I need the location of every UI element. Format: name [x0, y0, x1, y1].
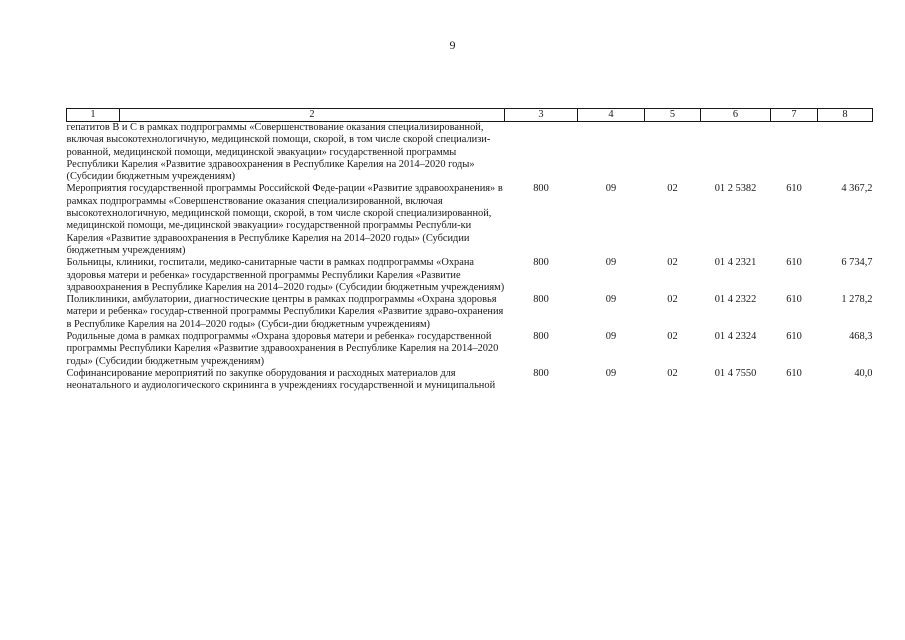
row-description: гепатитов В и С в рамках подпрограммы «Совершенствование оказания специализированной, включая высокотехнологичную, медицинской помощи, скорой, в том числе скорой специализи-рованной, медицинской помощи, медицинской эвакуации» государственной программы Республики Карелия «Развитие здравоохранения в Республике Карелия на 2014–2020 годы» (Субсидии бюджетным учреждениям): [66, 122, 491, 183]
row-subsection: 02: [667, 294, 678, 306]
row-amount: [818, 122, 873, 184]
row-description: Больницы, клиники, госпитали, медико-санитарные части в рамках подпрограммы «Охрана здоровья матери и ребенка» государственной программы Республики Карелия «Развитие здравоохранения в Республике Карелия на 2014–2020 годы» (Субсидии бюджетным учреждениям): [66, 257, 505, 293]
row-expense-type: 610: [786, 257, 802, 269]
row-section: [578, 122, 645, 184]
row-subsection: [645, 122, 701, 184]
row-expense-type: 610: [786, 367, 802, 379]
header-col-2: 2: [120, 109, 505, 122]
row-section: 09: [605, 183, 617, 195]
table-row: [67, 257, 873, 294]
table-row: [67, 122, 873, 184]
table-row: [67, 294, 873, 331]
row-subsection: 02: [667, 257, 678, 269]
row-expense-type: 610: [786, 331, 802, 343]
row-description: Софинансирование мероприятий по закупке оборудования и расходных материалов для неонатального и аудиологического скрининга в учреждениях государственной и муниципальной: [66, 367, 496, 392]
row-subsection: 02: [667, 367, 678, 379]
row-expense-type: 610: [786, 294, 802, 306]
row-subsection: 02: [667, 331, 678, 343]
header-col-8: 8: [818, 109, 873, 122]
row-admin-code: [505, 122, 578, 184]
table-row: [67, 183, 873, 257]
row-section: 09: [605, 331, 617, 343]
header-col-3: 3: [505, 109, 578, 122]
table-row: [67, 368, 873, 393]
header-col-1: 1: [67, 109, 120, 122]
row-target-article: 01 4 2322: [714, 294, 757, 306]
row-expense-type: 610: [786, 183, 802, 195]
row-target-article: 01 2 5382: [714, 183, 757, 195]
row-subsection: 02: [667, 183, 678, 195]
row-section: 09: [605, 257, 617, 269]
row-admin-code: 800: [533, 294, 549, 306]
row-admin-code: 800: [533, 257, 549, 269]
row-section: 09: [605, 294, 617, 306]
row-admin-code: 800: [533, 331, 549, 343]
header-col-4: 4: [578, 109, 645, 122]
page-number: 9: [449, 38, 456, 52]
header-col-5: 5: [645, 109, 701, 122]
row-amount: 4 367,2: [841, 183, 873, 195]
row-expense-type: [771, 122, 818, 184]
header-col-6: 6: [701, 109, 771, 122]
row-amount: 468,3: [849, 331, 873, 343]
row-target-article: [701, 122, 771, 184]
row-amount: 6 734,7: [841, 257, 873, 269]
row-description: Поликлиники, амбулатории, диагностические центры в рамках подпрограммы «Охрана здоровья матери и ребенка» государ-ственной программы Республики Карелия «Развитие здраво-охранения в Республике Карелия на 2014–2020 годы» (Субси-дии бюджетным учреждениям): [66, 294, 504, 330]
table-row: [67, 331, 873, 368]
header-row: [67, 109, 873, 122]
row-amount: 1 278,2: [841, 294, 873, 306]
row-admin-code: 800: [533, 367, 549, 379]
header-col-7: 7: [771, 109, 818, 122]
row-target-article: 01 4 2324: [714, 331, 757, 343]
row-description: Мероприятия государственной программы Российской Феде-рации «Развитие здравоохранения» в рамках подпрограммы «Совершенствование оказания специализированной, включая высокотехнологичную, медицинской помощи, скорой, в том числе скорой специализированной, медицинской помощи, ме-дицинской эвакуации» государственной программы Республи-ки Карелия «Развитие здравоохранения в Республике Карелия на 2014–2020 годы» (Субсидии бюджетным учреждениям): [66, 183, 503, 256]
row-description: Родильные дома в рамках подпрограммы «Охрана здоровья матери и ребенка» государственной программы Республики Карелия «Развитие здравоохранения в Республике Карелия на 2014–2020 годы» (Субсидии бюджетным учреждениям): [66, 331, 499, 367]
row-target-article: 01 4 7550: [714, 367, 757, 379]
row-admin-code: 800: [533, 183, 549, 195]
row-section: 09: [605, 367, 617, 379]
row-target-article: 01 4 2321: [714, 257, 757, 269]
row-amount: 40,0: [854, 367, 873, 379]
budget-table: [66, 108, 873, 393]
